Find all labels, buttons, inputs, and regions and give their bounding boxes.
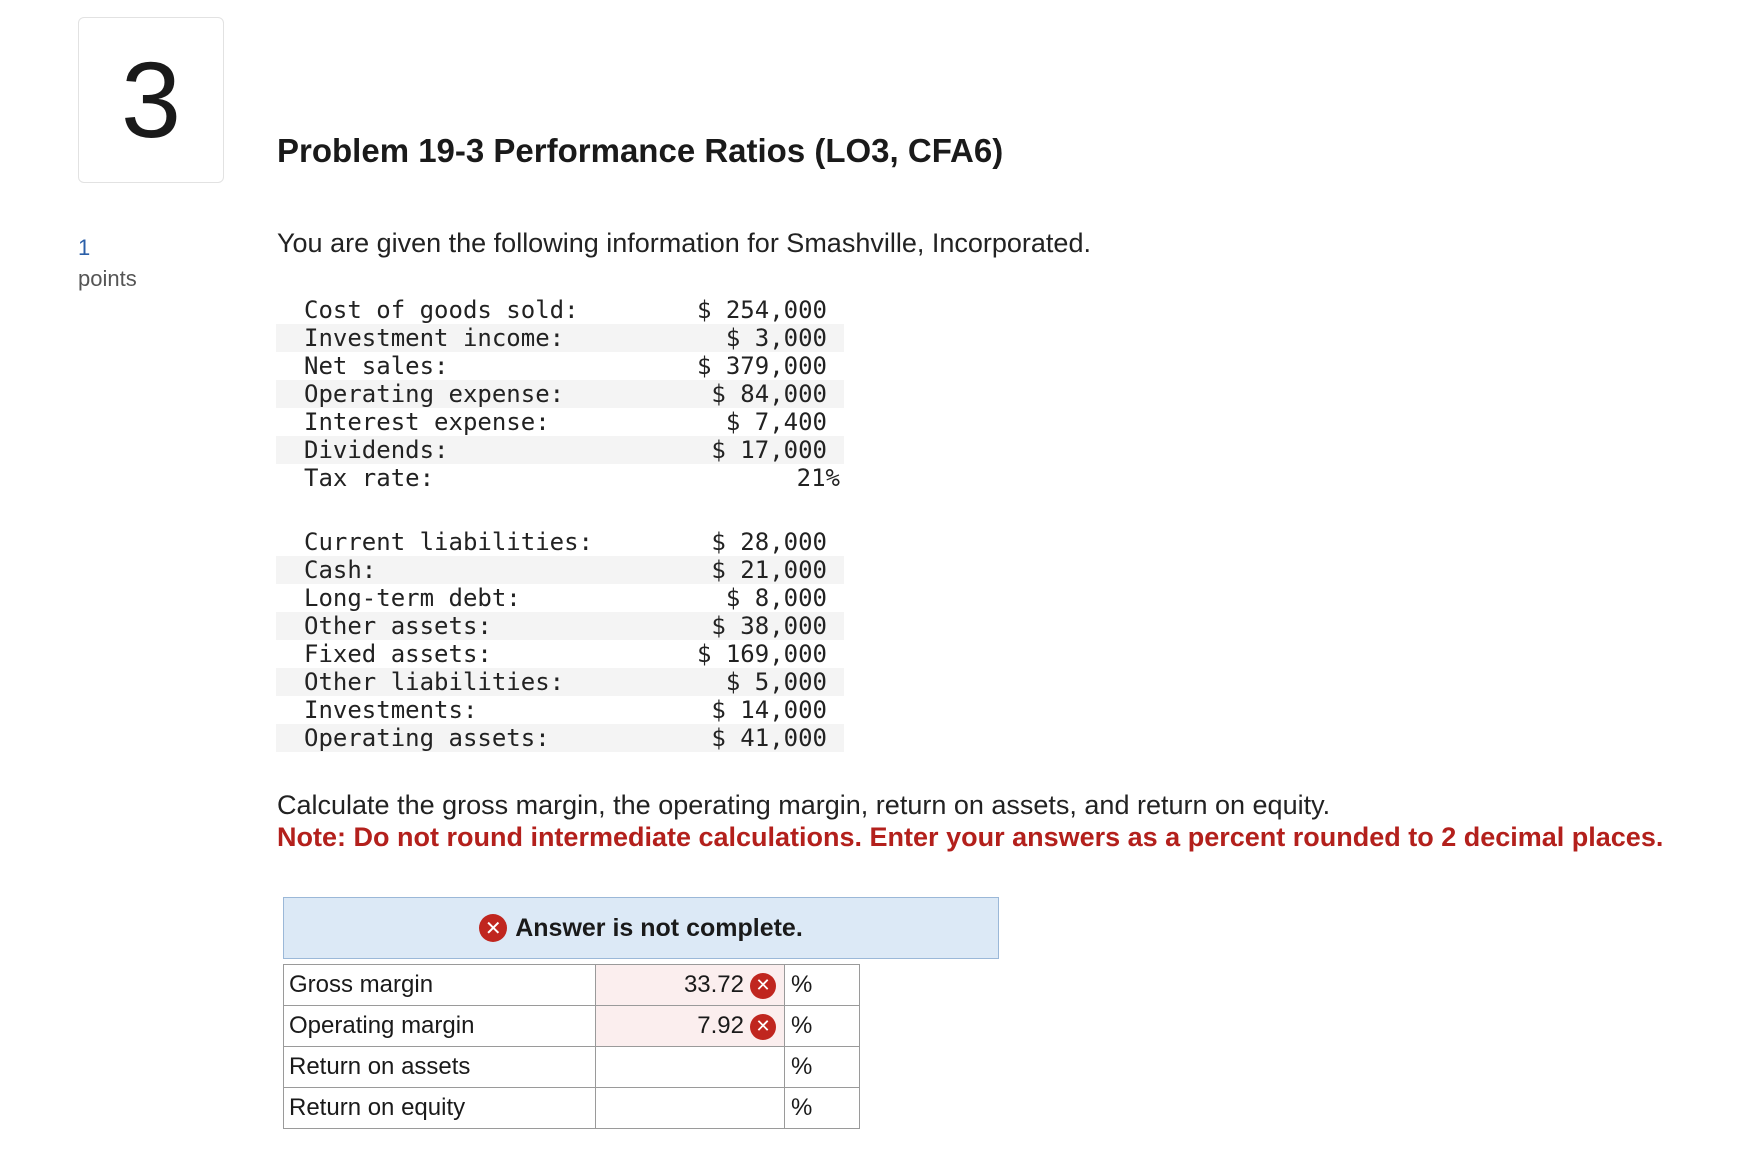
table-row	[276, 668, 844, 696]
row-label: Operating assets:	[276, 724, 634, 752]
row-label: Investment income:	[276, 324, 634, 352]
row-label: Other liabilities:	[276, 668, 634, 696]
table-row	[276, 528, 844, 556]
percent-unit: %	[785, 1088, 860, 1129]
operating-margin-input[interactable]	[596, 1006, 785, 1047]
question-number: 3	[120, 39, 182, 160]
row-value: $ 28,000	[711, 528, 827, 556]
answer-label: Gross margin	[284, 965, 596, 1006]
row-label: Current liabilities:	[304, 528, 593, 556]
row-label: Dividends:	[276, 436, 634, 464]
problem-title: Problem 19-3 Performance Ratios (LO3, CFA6)	[277, 132, 1004, 169]
question-number-box	[78, 17, 224, 183]
answer-row-operating-margin	[284, 1006, 860, 1047]
answer-value: 33.72	[683, 971, 744, 998]
incorrect-icon: ✕	[750, 973, 776, 999]
incorrect-icon: ✕	[750, 1014, 776, 1040]
row-label: Cost of goods sold:	[304, 296, 579, 324]
table-row	[276, 724, 844, 752]
return-on-equity-input[interactable]	[596, 1088, 785, 1129]
note-text: Note: Do not round intermediate calculations. Enter your answers as a percent rounded to 2 decimal places.	[277, 822, 1664, 852]
table-row	[276, 380, 844, 408]
row-value: 21%	[796, 464, 840, 492]
table-row	[276, 640, 844, 668]
row-label: Long-term debt:	[304, 584, 521, 612]
row-value: $ 379,000	[696, 352, 827, 380]
row-value: $ 254,000	[696, 296, 827, 324]
instruction-text: Calculate the gross margin, the operating margin, return on assets, and return on equity.	[277, 790, 1331, 820]
table-row	[276, 584, 844, 612]
answer-label: Return on equity	[284, 1088, 596, 1129]
banner-text: Answer is not complete.	[515, 913, 803, 942]
answer-table	[283, 964, 860, 1129]
row-value: $ 14,000	[711, 696, 827, 724]
answer-status-banner	[283, 897, 999, 959]
row-value: $ 38,000	[634, 612, 844, 640]
answer-label: Operating margin	[284, 1006, 596, 1047]
row-label: Operating expense:	[276, 380, 634, 408]
table-row	[276, 296, 844, 324]
table-row	[276, 324, 844, 352]
row-label: Tax rate:	[304, 464, 435, 492]
table-row	[276, 352, 844, 380]
percent-unit: %	[785, 1047, 860, 1088]
row-label: Cash:	[276, 556, 634, 584]
table-row	[276, 556, 844, 584]
row-label: Net sales:	[304, 352, 449, 380]
table-row	[276, 464, 844, 492]
table-row	[276, 408, 844, 436]
percent-unit: %	[785, 1006, 860, 1047]
row-value: $ 41,000	[634, 724, 844, 752]
table-row	[276, 696, 844, 724]
row-label: Investments:	[304, 696, 478, 724]
row-value: $ 7,400	[725, 408, 827, 436]
row-value: $ 21,000	[634, 556, 844, 584]
row-value: $ 8,000	[725, 584, 827, 612]
row-value: $ 5,000	[634, 668, 844, 696]
balance-data-table	[276, 528, 844, 752]
table-row	[276, 612, 844, 640]
percent-unit: %	[785, 965, 860, 1006]
row-value: $ 169,000	[696, 640, 827, 668]
row-value: $ 17,000	[634, 436, 844, 464]
points-label: points	[78, 266, 137, 291]
answer-label: Return on assets	[284, 1047, 596, 1088]
table-row	[276, 436, 844, 464]
x-circle-icon: ✕	[479, 914, 507, 942]
return-on-assets-input[interactable]	[596, 1047, 785, 1088]
row-label: Fixed assets:	[304, 640, 492, 668]
answer-value: 7.92	[697, 1012, 744, 1039]
row-label: Interest expense:	[304, 408, 550, 436]
gross-margin-input[interactable]	[596, 965, 785, 1006]
answer-row-gross-margin	[284, 965, 860, 1006]
row-label: Other assets:	[276, 612, 634, 640]
intro-text: You are given the following information for Smashville, Incorporated.	[277, 228, 1091, 258]
answer-row-return-on-assets	[284, 1047, 860, 1088]
row-value: $ 3,000	[634, 324, 844, 352]
answer-row-return-on-equity	[284, 1088, 860, 1129]
income-data-table	[276, 296, 844, 492]
points-value: 1	[78, 235, 91, 260]
row-value: $ 84,000	[634, 380, 844, 408]
